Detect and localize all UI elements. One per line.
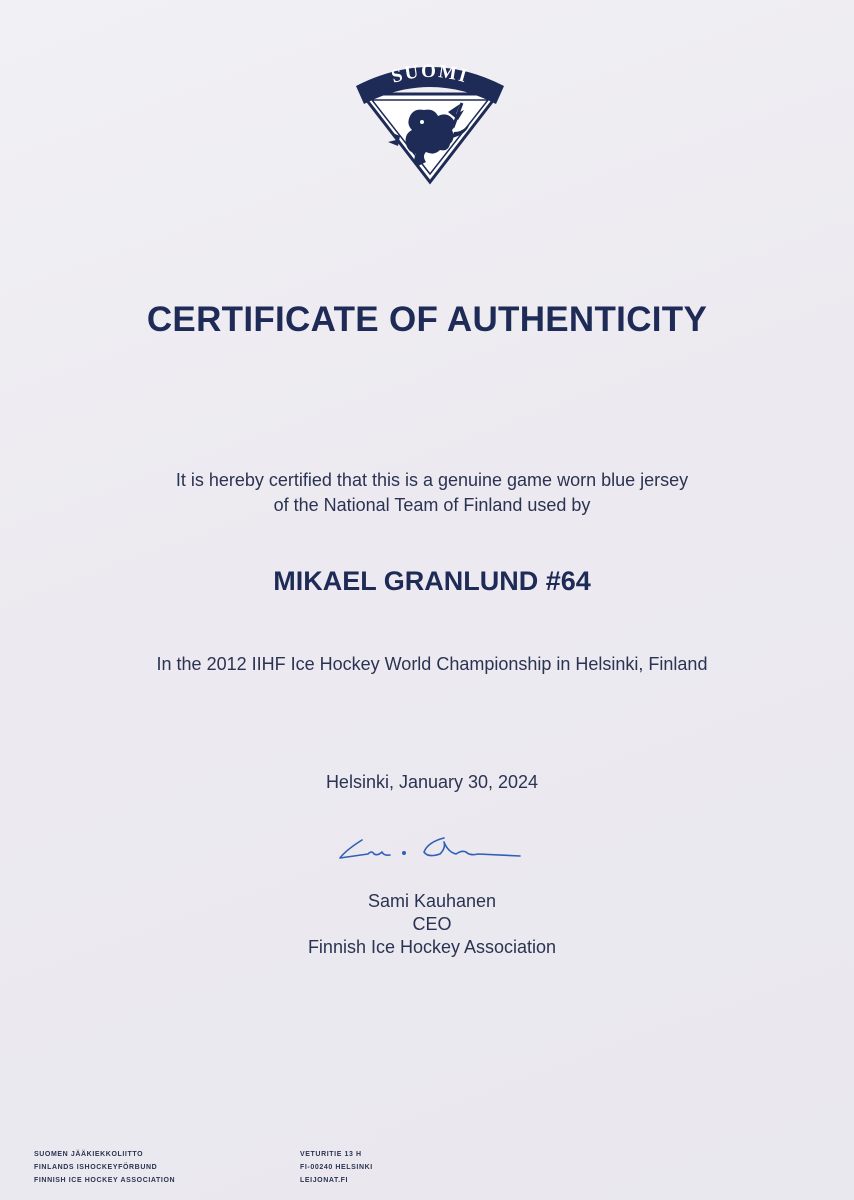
certificate-title: CERTIFICATE OF AUTHENTICITY — [146, 300, 708, 339]
footer-address — [300, 1148, 373, 1187]
signatory-block — [0, 890, 854, 959]
footer-org-fi: SUOMEN JÄÄKIEKKOLIITTO — [34, 1151, 144, 1158]
player-name: MIKAEL GRANLUND #64 — [273, 566, 591, 596]
signatory-role: CEO — [412, 914, 452, 934]
statement-line-2: of the National Team of Finland used by — [273, 495, 591, 515]
footer-org-sv: FINLANDS ISHOCKEYFÖRBUND — [34, 1164, 158, 1171]
handwritten-signature-icon — [332, 828, 528, 868]
signatory-organization: Finnish Ice Hockey Association — [307, 937, 557, 957]
footer-organization-names — [34, 1148, 175, 1187]
event-description: In the 2012 IIHF Ice Hockey World Championship in Helsinki, Finland — [156, 654, 708, 674]
place-and-date: Helsinki, January 30, 2024 — [325, 772, 539, 792]
signatory-name: Sami Kauhanen — [367, 891, 497, 911]
footer-org-en: FINNISH ICE HOCKEY ASSOCIATION — [34, 1177, 176, 1184]
statement-line-1: It is hereby certified that this is a genuine game worn blue jersey — [175, 470, 689, 490]
footer-street: VETURITIE 13 H — [300, 1151, 362, 1158]
suomi-lion-shield-icon — [352, 52, 508, 186]
logo-text: SUOMI — [389, 60, 471, 88]
footer-website: LEIJONAT.FI — [300, 1177, 349, 1184]
certification-statement — [0, 468, 854, 518]
footer-postal: FI-00240 HELSINKI — [300, 1164, 373, 1171]
